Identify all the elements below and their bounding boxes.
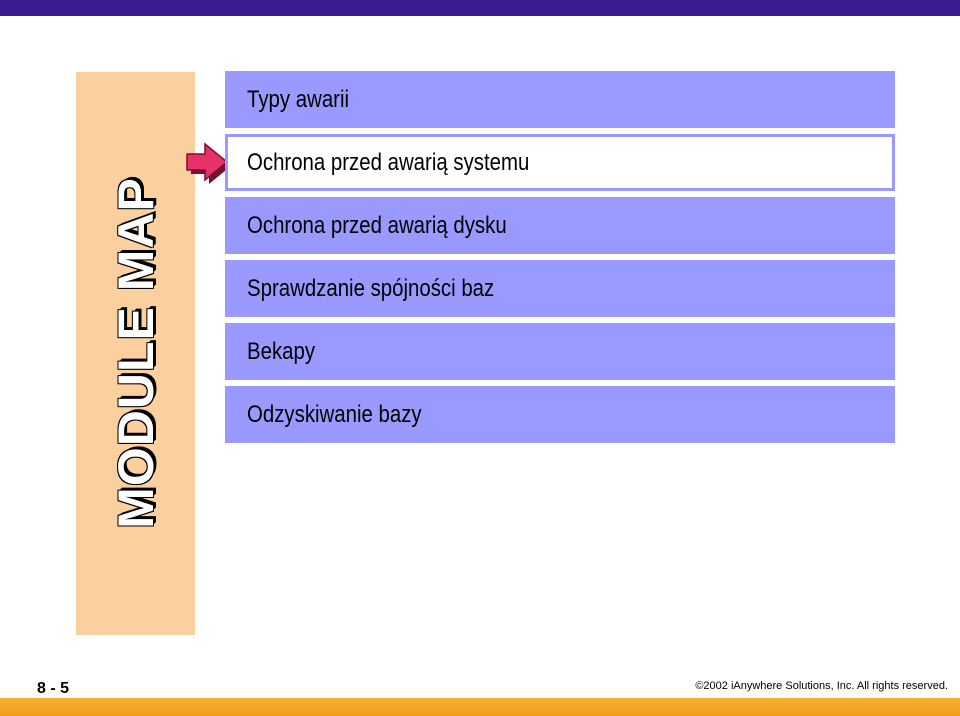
menu-item-ochrona-dysku[interactable] <box>225 197 895 254</box>
menu-item-label: Sprawdzanie spójności baz <box>247 274 495 302</box>
menu-item-bekapy[interactable] <box>225 323 895 380</box>
menu-item-sprawdzanie-spojnosci[interactable] <box>225 260 895 317</box>
menu-item-odzyskiwanie-bazy[interactable] <box>225 386 895 443</box>
menu-item-label: Bekapy <box>247 337 316 365</box>
menu-item-label: Ochrona przed awarią dysku <box>247 211 507 239</box>
copyright-notice: ©2002 iAnywhere Solutions, Inc. All rights reserved. <box>695 680 948 692</box>
page-number: 8 - 5 <box>37 680 70 697</box>
top-bar <box>0 0 960 16</box>
menu-item-label: Odzyskiwanie bazy <box>247 400 422 428</box>
menu-item-label: Typy awarii <box>247 85 350 113</box>
menu-item-typy-awarii[interactable] <box>225 71 895 128</box>
module-menu <box>225 71 895 449</box>
bottom-bar <box>0 698 960 716</box>
menu-item-label: Ochrona przed awarią systemu <box>247 148 530 176</box>
menu-item-ochrona-systemu[interactable] <box>225 134 895 191</box>
module-map-title: MODULE MAP <box>108 177 164 529</box>
